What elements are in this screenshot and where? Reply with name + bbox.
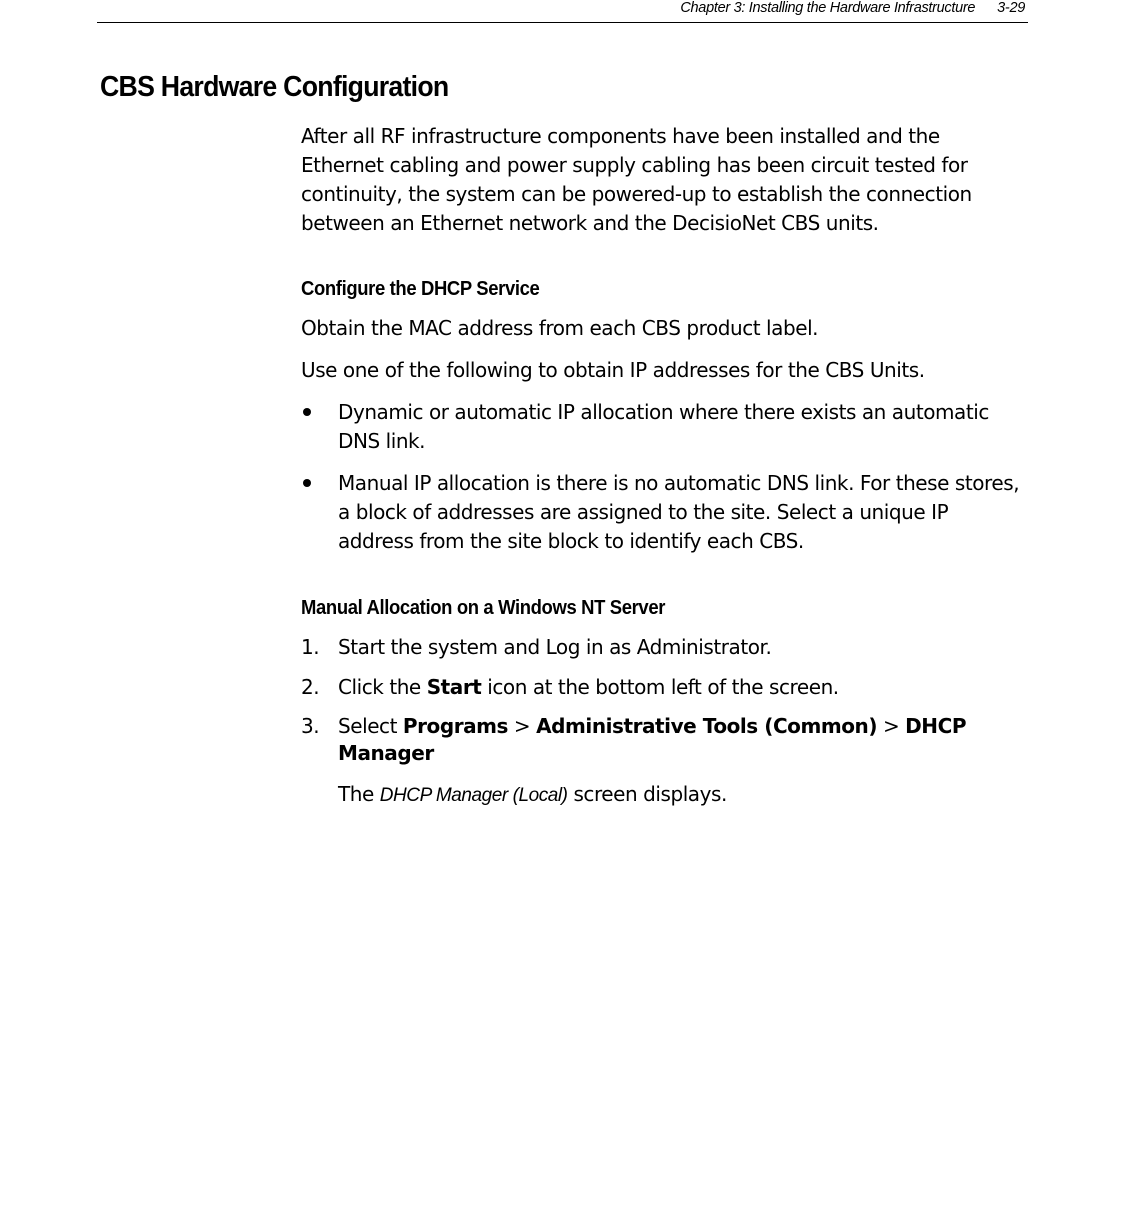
menu-path-admin-tools: Administrative Tools (Common)	[536, 714, 878, 738]
step-text: Click the Start icon at the bottom left of the screen.	[338, 675, 839, 699]
bullet-marker	[301, 469, 331, 498]
dhcp-heading: Configure the DHCP Service	[301, 277, 540, 300]
step-number: 3.	[301, 714, 320, 738]
body-column	[301, 122, 1025, 810]
step-text: Start the system and Log in as Administrator.	[338, 635, 772, 659]
menu-path-dhcp-manager: DHCP Manager	[338, 714, 967, 765]
result-paragraph: The DHCP Manager (Local) screen displays.	[338, 782, 727, 806]
intro-paragraph: After all RF infrastructure components have been installed and the Ethernet cabling and power supply cabling has been circuit tested for continuity, the system can be powered-up to establish the connection between an Ethernet network and the DecisioNet CBS units.	[301, 124, 972, 235]
screen-name: DHCP Manager (Local)	[379, 785, 568, 806]
manual-allocation-heading: Manual Allocation on a Windows NT Server	[301, 596, 666, 619]
start-button-reference: Start	[426, 675, 482, 699]
bullet-text: Dynamic or automatic IP allocation where there exists an automatic DNS link.	[338, 400, 989, 453]
step-item	[301, 713, 1025, 767]
bullet-item	[301, 398, 1025, 456]
bullet-item	[301, 469, 1025, 556]
menu-path-programs: Programs	[402, 714, 509, 738]
step-item	[301, 633, 1025, 662]
ip-options-paragraph: Use one of the following to obtain IP addresses for the CBS Units.	[301, 358, 925, 382]
running-header	[97, 0, 1028, 23]
step-number: 1.	[301, 635, 320, 659]
bullet-text: Manual IP allocation is there is no automatic DNS link. For these stores, a block of addresses are assigned to the site. Select a unique IP address from the site block to identify each CBS.	[338, 471, 1020, 553]
step-number: 2.	[301, 675, 320, 699]
step-item	[301, 673, 1025, 702]
page-number: 3-29	[997, 0, 1025, 16]
bullet-marker	[301, 398, 331, 427]
section-title: CBS Hardware Configuration	[100, 71, 449, 103]
step-text: Select Programs > Administrative Tools (Common) > DHCP Manager	[338, 714, 967, 765]
mac-address-paragraph: Obtain the MAC address from each CBS product label.	[301, 316, 819, 340]
chapter-title: Chapter 3: Installing the Hardware Infrastructure	[680, 0, 976, 16]
